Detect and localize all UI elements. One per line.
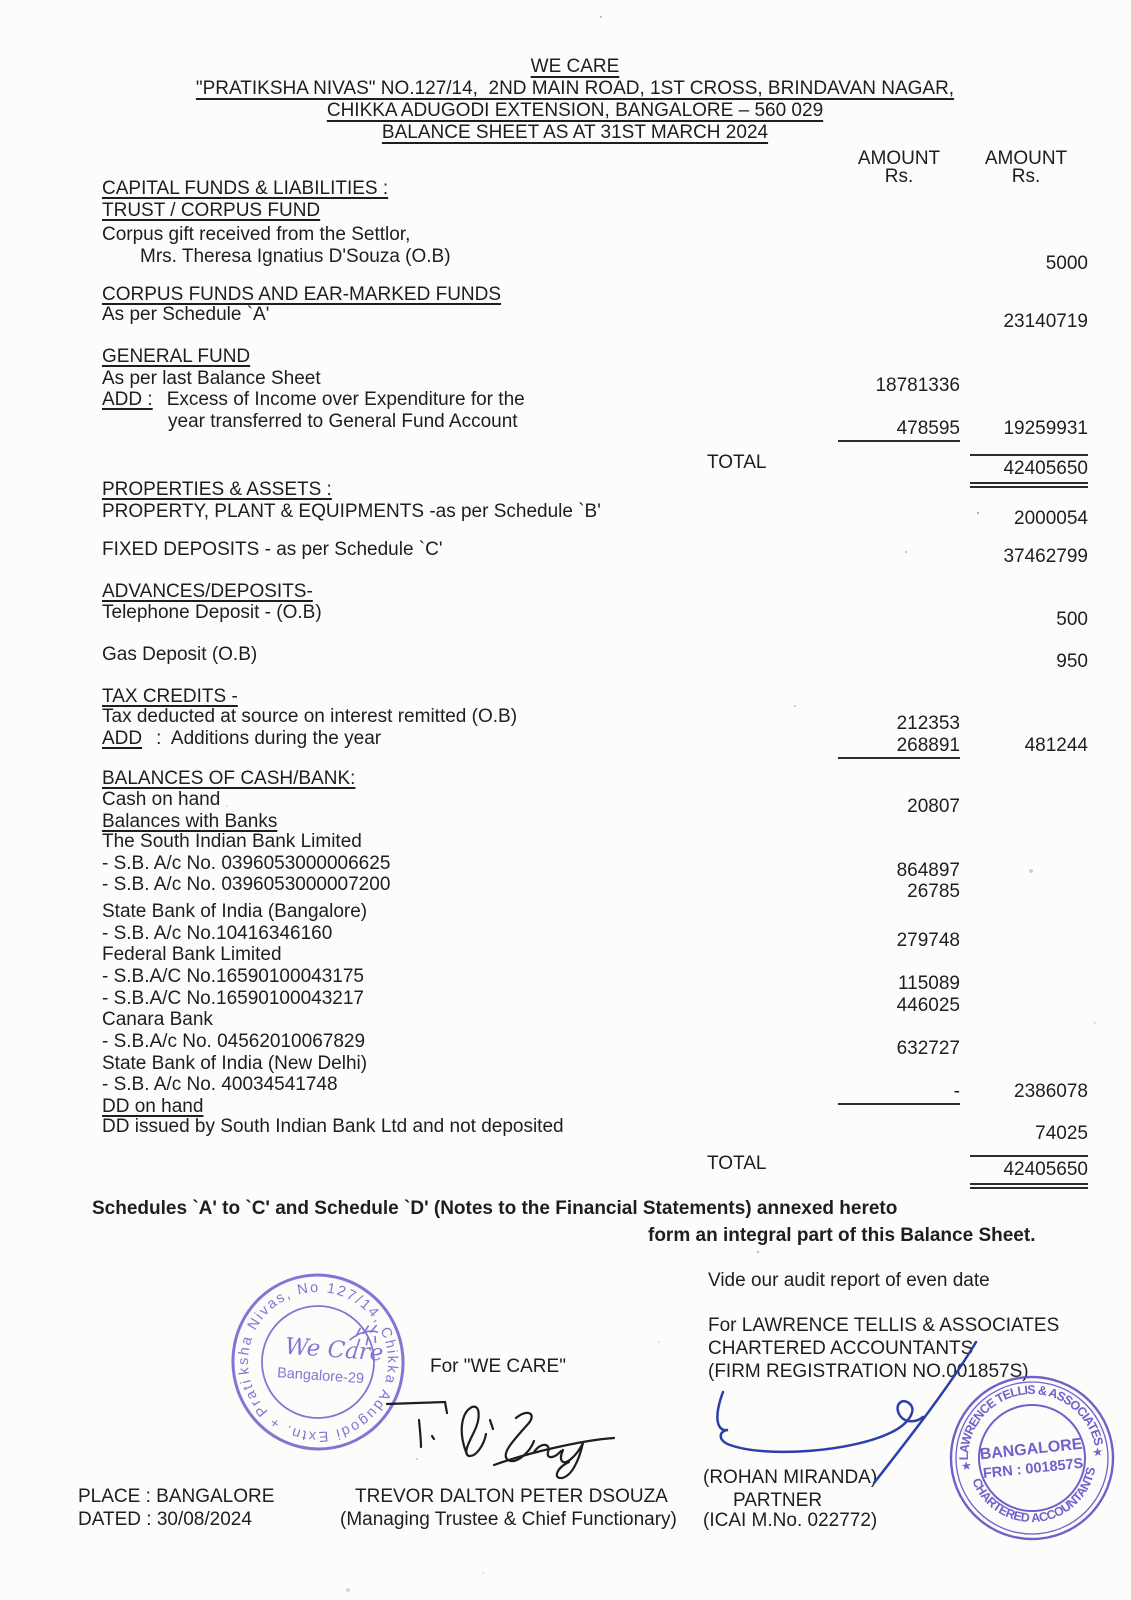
trustee-signature [387, 1402, 614, 1478]
row-label-text: FIXED DEPOSITS - as per Schedule `C' [102, 539, 443, 560]
amount-col2-header: AMOUNT [984, 148, 1068, 169]
row-label-text: - S.B. A/c No. 0396053000007200 [102, 874, 391, 895]
row-label-text: State Bank of India (Bangalore) [102, 901, 368, 922]
row-label [102, 874, 390, 895]
balance-row [92, 1074, 1088, 1102]
row-label-text: Balances with Banks [102, 811, 278, 832]
trustee-name: TREVOR DALTON PETER DSOUZA [355, 1486, 668, 1507]
balance-row [92, 768, 1088, 790]
balance-row [92, 728, 1088, 756]
row-label [102, 831, 362, 852]
row-label-text: DD issued by South Indian Bank Ltd and not deposited [102, 1116, 564, 1137]
row-label-text: Gas Deposit (O.B) [102, 644, 258, 665]
row-label [102, 284, 501, 305]
amount-col1-header: AMOUNT [857, 148, 941, 169]
row-label-text: As per last Balance Sheet [102, 368, 321, 389]
row-label [102, 479, 332, 500]
row-label [707, 1153, 766, 1174]
balance-row [92, 284, 1088, 306]
balance-row [92, 224, 1088, 246]
balance-row [92, 1031, 1088, 1059]
row-label-text: DD on hand [102, 1096, 204, 1117]
row-label-text: TOTAL [707, 1153, 767, 1174]
balance-row [92, 602, 1088, 630]
row-label-text: The South Indian Bank Limited [102, 831, 362, 852]
balance-row [92, 501, 1088, 529]
amount-c1: 864897 [896, 860, 960, 881]
row-label [102, 178, 388, 199]
trustee-title: (Managing Trustee & Chief Functionary) [340, 1509, 677, 1530]
row-label-text: Corpus gift received from the Settlor, [102, 224, 411, 245]
amount-c1: 478595 [838, 411, 960, 435]
place-line: PLACE : BANGALORE [78, 1486, 275, 1507]
amount-c1: 279748 [896, 930, 960, 951]
balance-row [92, 581, 1088, 603]
we-care-stamp [219, 1262, 417, 1463]
row-label-text: year transferred to General Fund Account [168, 411, 518, 432]
amount-c1: 20807 [907, 796, 960, 817]
row-label-text: - S.B.A/C No.16590100043175 [102, 966, 364, 987]
row-label [102, 1116, 564, 1137]
balance-row [92, 686, 1088, 708]
row-label-text: Excess of Income over Expenditure for the [166, 389, 525, 410]
row-label-text: - S.B. A/c No.10416346160 [102, 923, 333, 944]
row-label-text: GENERAL FUND [102, 346, 251, 367]
balance-row [92, 901, 1088, 923]
row-label-text: - S.B. A/c No. 0396053000006625 [102, 853, 391, 874]
balance-row [92, 831, 1088, 853]
balance-row [92, 988, 1088, 1016]
stamp-city-text: BANGALORE [978, 1435, 1084, 1464]
amount-col1-currency: Rs. [884, 166, 914, 187]
amount-c1: 632727 [896, 1038, 960, 1059]
org-for-line: For "WE CARE" [430, 1356, 566, 1377]
address-line-1: "PRATIKSHA NIVAS" NO.127/14, 2ND MAIN ROAD, 1ST CROSS, BRINDAVAN NAGAR, [195, 78, 955, 99]
row-label [102, 1096, 203, 1117]
partner-icai: (ICAI M.No. 022772) [703, 1510, 878, 1531]
row-label-text: - S.B.A/C No.16590100043217 [102, 988, 364, 1009]
row-label-text: TRUST / CORPUS FUND [102, 200, 321, 221]
row-label-text: Telephone Deposit - (O.B) [102, 602, 322, 623]
row-label [707, 452, 766, 473]
row-label [102, 853, 390, 874]
svg-text:LAWRENCE TELLIS & ASSOCIATES: LAWRENCE TELLIS & ASSOCIATES [956, 1382, 1106, 1461]
row-label-text: PROPERTY, PLANT & EQUIPMENTS -as per Schedule `B' [102, 501, 601, 522]
row-label [102, 1074, 338, 1095]
partner-title: PARTNER [733, 1490, 823, 1511]
address-line-2: CHIKKA ADUGODI EXTENSION, BANGALORE – 560 029 [326, 100, 824, 121]
balance-row [92, 1009, 1088, 1031]
balance-row [92, 789, 1088, 817]
amount-c1: 18781336 [875, 375, 960, 396]
row-label-text: Cash on hand [102, 789, 221, 810]
row-label-text: : Additions during the year [156, 728, 382, 749]
row-label-text: PROPERTIES & ASSETS : [102, 479, 332, 500]
row-label-text: TAX CREDITS - [102, 686, 238, 707]
amount-c1: 26785 [907, 881, 960, 902]
row-label-text: - S.B.A/c No. 04562010067829 [102, 1031, 366, 1052]
balance-row [92, 304, 1088, 332]
firm-for-line: For LAWRENCE TELLIS & ASSOCIATES [708, 1315, 1060, 1336]
balance-row [92, 811, 1088, 833]
row-label [102, 811, 277, 832]
stamp-frn-text: FRN : 001857S [982, 1455, 1085, 1483]
balance-row [92, 706, 1088, 734]
row-label [102, 304, 269, 325]
balance-row [92, 200, 1088, 222]
row-label [102, 789, 220, 810]
total-row [92, 452, 1088, 479]
row-label-text: Federal Bank Limited [102, 944, 282, 965]
row-label-text: ADD : [102, 389, 153, 410]
balance-row [92, 479, 1088, 501]
amount-c2: 5000 [1045, 253, 1088, 274]
svg-text:CHARTERED ACCOUNTANTS: CHARTERED ACCOUNTANTS [969, 1465, 1099, 1526]
row-label [102, 602, 322, 623]
amount-col2-currency: Rs. [1011, 166, 1041, 187]
row-label [102, 644, 257, 665]
firm-reg-line: (FIRM REGISTRATION NO.001857S) [708, 1361, 1029, 1382]
balance-row [92, 1096, 1088, 1118]
leaf-sprig-icon [349, 1323, 379, 1348]
row-label [102, 966, 364, 987]
row-label-text: Tax deducted at source on interest remitted (O.B) [102, 706, 518, 727]
amount-c2: 42405650 [970, 1153, 1088, 1187]
scan-noise [0, 0, 2, 2]
svg-text:ksha Nivas, No 127/14, Chikk: ksha Nivas, No 127/14, Chikka Adugodi Extn. + Prati [235, 1279, 401, 1445]
row-label [102, 1031, 365, 1052]
row-label [140, 246, 451, 267]
schedules-note-line2: form an integral part of this Balance Sheet. [648, 1225, 1036, 1246]
row-label [102, 200, 320, 221]
auditor-stamp [943, 1369, 1121, 1547]
amount-c2: 74025 [1035, 1123, 1088, 1144]
row-label [168, 411, 518, 432]
row-label [102, 539, 442, 560]
stamp-script-text: We Care [284, 1333, 385, 1367]
balance-row [92, 389, 1088, 411]
balance-row [92, 853, 1088, 881]
row-label [102, 1009, 213, 1030]
row-label-text: CORPUS FUNDS AND EAR-MARKED FUNDS [102, 284, 502, 305]
partner-name: (ROHAN MIRANDA) [703, 1467, 878, 1488]
row-label-text: As per Schedule `A' [102, 304, 270, 325]
statement-title: BALANCE SHEET AS AT 31ST MARCH 2024 [381, 122, 769, 143]
schedules-note-line1: Schedules `A' to `C' and Schedule `D' (Notes to the Financial Statements) annexed hereto [92, 1198, 898, 1219]
balance-row [92, 1053, 1088, 1075]
amount-c1: 212353 [896, 713, 960, 734]
firm-type-line: CHARTERED ACCOUNTANTS [708, 1338, 974, 1359]
amount-c1: 268891 [838, 728, 960, 752]
amount-c2: 2000054 [1014, 508, 1088, 529]
row-label-text: CAPITAL FUNDS & LIABILITIES : [102, 178, 389, 199]
row-label [102, 224, 410, 245]
row-label [102, 1053, 367, 1074]
row-label-text: ADD [102, 728, 143, 749]
row-label [102, 923, 332, 944]
star-left-icon: ★ [960, 1458, 973, 1474]
row-label [102, 944, 282, 965]
audit-note: Vide our audit report of even date [708, 1270, 990, 1291]
stamp-city-text: Bangalore-29 [276, 1365, 365, 1388]
row-label [102, 581, 313, 602]
balance-row [92, 874, 1088, 902]
dated-line: DATED : 30/08/2024 [78, 1509, 252, 1530]
amount-c1: - [838, 1074, 960, 1098]
row-label [102, 706, 517, 727]
total-row [92, 1153, 1088, 1180]
row-label [102, 728, 381, 749]
row-label [102, 501, 601, 522]
balance-row [92, 411, 1088, 439]
balance-row [92, 368, 1088, 396]
balance-row [92, 644, 1088, 672]
amount-c2: 481244 [1024, 735, 1088, 756]
balance-row [92, 178, 1088, 200]
amount-c1: 115089 [898, 973, 960, 994]
row-label-text: State Bank of India (New Delhi) [102, 1053, 368, 1074]
row-label [102, 901, 367, 922]
row-label [102, 988, 364, 1009]
amount-c2: 37462799 [1003, 546, 1088, 567]
amount-c2: 19259931 [1003, 418, 1088, 439]
row-label-text: - S.B. A/c No. 40034541748 [102, 1074, 338, 1095]
row-label [102, 686, 238, 707]
row-label-text: Canara Bank [102, 1009, 213, 1030]
row-label [102, 346, 250, 367]
row-label [102, 368, 321, 389]
row-label-text: ADVANCES/DEPOSITS- [102, 581, 313, 602]
amount-c2: 500 [1056, 609, 1088, 630]
row-label [102, 389, 525, 410]
balance-row [92, 1116, 1088, 1144]
amount-c2: 23140719 [1003, 311, 1088, 332]
org-name: WE CARE [530, 56, 620, 77]
star-right-icon: ★ [1091, 1444, 1104, 1460]
balance-row [92, 944, 1088, 966]
row-label-text: TOTAL [707, 452, 767, 473]
amount-c2: 42405650 [970, 452, 1088, 486]
row-label-text: Mrs. Theresa Ignatius D'Souza (O.B) [140, 246, 451, 267]
balance-row [92, 966, 1088, 994]
balance-row [92, 346, 1088, 368]
balance-row [92, 539, 1088, 567]
amount-c2: 950 [1056, 651, 1088, 672]
amount-c1: 446025 [896, 995, 960, 1016]
row-label-text: BALANCES OF CASH/BANK: [102, 768, 356, 789]
row-label [102, 768, 355, 789]
balance-row [92, 923, 1088, 951]
amount-c2: 2386078 [1014, 1081, 1088, 1102]
balance-row [92, 246, 1088, 274]
